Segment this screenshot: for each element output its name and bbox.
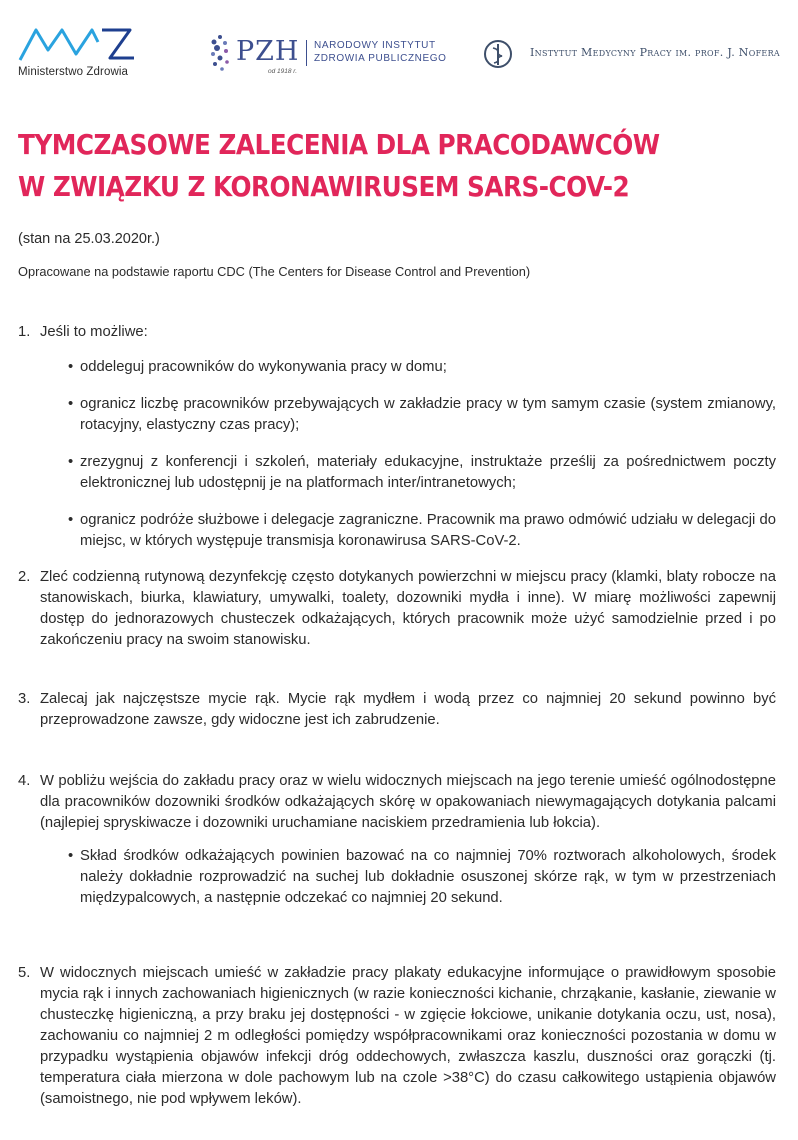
pzh-divider [306, 40, 307, 66]
item-text: Jeśli to możliwe: [40, 324, 148, 340]
pzh-abbreviation: PZH [236, 36, 300, 67]
list-item: • ogranicz liczbę pracowników przebywających w zakładzie pracy w tym samym czasie (system zmianowy, rotacyjny, elastyczny czas pracy); [66, 394, 776, 436]
ministry-caption: Ministerstwo Zdrowia [18, 66, 128, 78]
pzh-name-line1: NARODOWY INSTYTUT [314, 40, 436, 51]
item-bullet-list [66, 357, 776, 552]
recommendation-item-3 [18, 689, 776, 731]
list-item: • oddeleguj pracowników do wykonywania pracy w domu; [66, 357, 776, 378]
item-text: Zalecaj jak najczęstsze mycie rąk. Mycie rąk mydłem i wodą przez co najmniej 20 sekund powinno być przeprowadzone zawsze, gdy widoczne jest ich zabrudzenie. [40, 691, 776, 728]
title-line1: TYMCZASOWE ZALECENIA DLA PRACODAWCÓW [18, 129, 660, 161]
pzh-dna-icon [208, 34, 234, 74]
item-number: 3. [18, 691, 31, 707]
pzh-name-line2: ZDROWIA PUBLICZNEGO [314, 53, 447, 64]
item-number: 4. [18, 773, 31, 789]
item-text: W widocznych miejscach umieść w zakładzie pracy plakaty edukacyjne informujące o prawidłowym sposobie mycia rąk i innych zachowaniach higienicznych (w razie konieczności kichanie, chrząkanie, kasłanie, ziewanie w chusteczkę higieniczną, a przy braku jej dostępności - w zgięcie łokciowe, unikanie dotykania oczu, ust, nosa), zachowaniu co najmniej 2 m odległości pomiędzy współpracownikami oraz konieczności pozostania w domu w przypadku wystąpienia objawów infekcji dróg oddechowych, zwłaszcza kaszlu, duszności oraz gorączki (tj. temperatura ciała mierzona w dole pachowym lub na czole >38°C) do czasu całkowitego ustąpienia objawów (samoistnego, nie pod wpływem leków). [40, 965, 776, 1107]
list-item: • Skład środków odkażających powinien bazować na co najmniej 70% roztworach alkoholowych, środek należy dokładnie rozprowadzić na suchej lub dokładnie osuszonej skórze rąk, w tym w przestrzeniach międzypalcowych, a następnie odczekać co najmniej 20 sekund. [66, 846, 776, 909]
item-text: W pobliżu wejścia do zakładu pracy oraz w wielu widocznych miejscach na jego terenie umieść ogólnodostępne dla pracowników dozowniki środków odkażających skórę w opakowaniach niewymagających dotykania palcami (najlepiej spryskiwacze i dozowniki uruchamiane naciskiem przedramienia lub łokcia). [40, 773, 776, 831]
recommendation-item-1 [18, 322, 776, 568]
item-number: 1. [18, 324, 31, 340]
list-item: • ogranicz podróże służbowe i delegacje zagraniczne. Pracownik ma prawo odmówić udziału w delegacji do miejsc, w których występuje transmisja koronawirusa SARS-CoV-2. [66, 510, 776, 552]
document-title [18, 124, 702, 208]
nofer-institute-name: Instytut Medycyny Pracy im. prof. J. Nofera [530, 46, 780, 59]
nofer-institute-logo [482, 38, 792, 70]
recommendation-item-4 [18, 771, 776, 925]
source-note: Opracowane na podstawie raportu CDC (The Centers for Disease Control and Prevention) [18, 264, 531, 279]
title-line2: W ZWIĄZKU Z KORONAWIRUSEM SARS-COV-2 [18, 171, 630, 203]
item-bullet-list [66, 846, 776, 909]
ministry-logo-mark-icon [18, 24, 136, 64]
pzh-since: od 1918 r. [268, 68, 298, 75]
item-number: 5. [18, 965, 31, 981]
item-text: Zleć codzienną rutynową dezynfekcję często dotykanych powierzchni w miejscu pracy (klamki, blaty robocze na stanowiskach, biurka, klawiatury, umywalki, toalety, dozowniki mydła i inne). W miarę możliwości zapewnij dostęp do jednorazowych chusteczek odkażających, których pracownik może użyć samodzielnie przed i po zakończeniu pracy na swoim stanowisku. [40, 569, 776, 648]
status-date: (stan na 25.03.2020r.) [18, 231, 160, 247]
recommendation-item-2 [18, 567, 776, 651]
item-number: 2. [18, 569, 31, 585]
pzh-full-name [314, 39, 447, 65]
nofer-emblem-icon [482, 38, 514, 70]
list-item: • zrezygnuj z konferencji i szkoleń, materiały edukacyjne, instruktaże prześlij za pośrednictwem poczty elektronicznej lub udostępnij je na platformach inter/intranetowych; [66, 452, 776, 494]
ministry-of-health-logo [18, 24, 138, 78]
pzh-logo [208, 34, 458, 84]
recommendation-item-5 [18, 963, 776, 1110]
